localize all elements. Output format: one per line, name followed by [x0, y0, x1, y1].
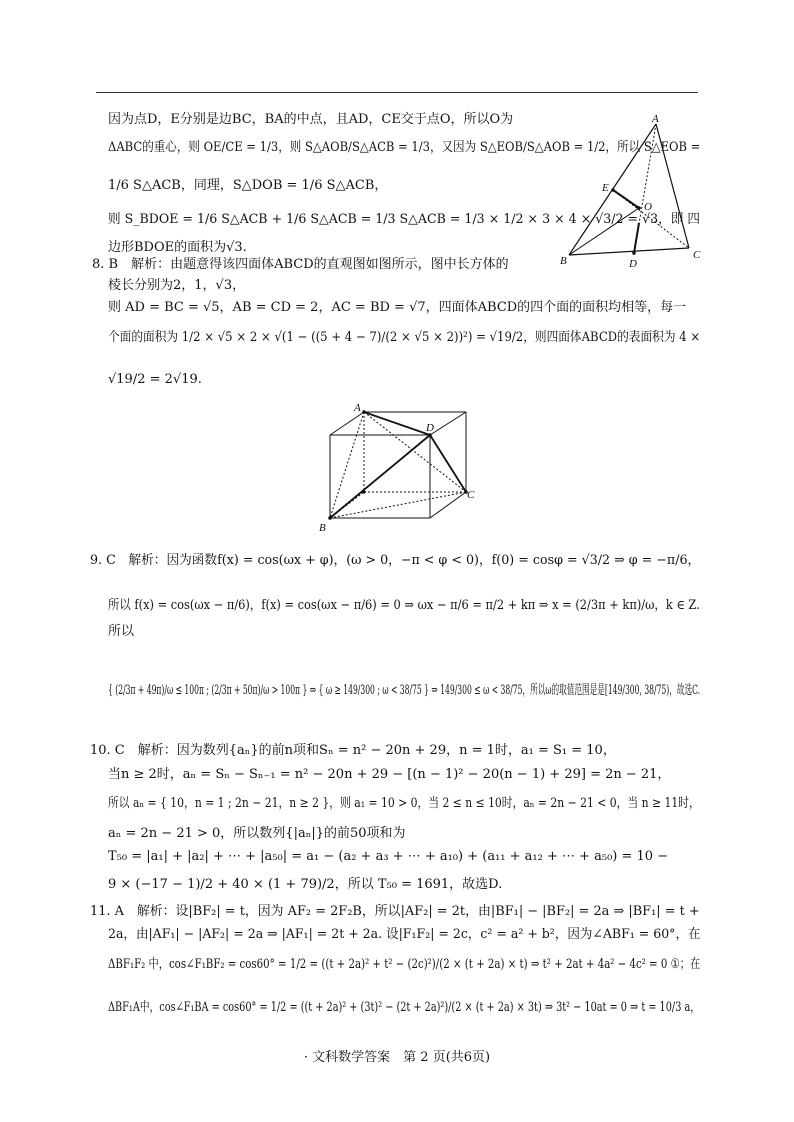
text-line: √19/2 = 2√19. — [108, 372, 202, 387]
fig1-label-d: D — [629, 258, 637, 270]
text-line: 棱长分别为2，1，√3， — [108, 278, 246, 293]
text-line: 所以 f(x) = cos(ωx − π/6)，f(x) = cos(ωx − π/6) = 0 ⇒ ωx − π/6 = π/2 + kπ ⇒ x = (2/3π + kπ)/ω，k ∈ Z. — [108, 598, 700, 613]
fig2-label-a: A — [354, 402, 361, 414]
header-rule — [96, 92, 698, 93]
text-line: 个面的面积为 1/2 × √5 × 2 × √(1 − ((5 + 4 − 7)/(2 × √5 × 2))²) = √19/2，则四面体ABCD的表面积为 4 × — [108, 330, 701, 345]
tetrahedron-figure — [316, 402, 486, 534]
text-line: 8. B 解析：由题意得该四面体ABCD的直观图如图所示，图中长方体的 — [92, 257, 509, 272]
text-line: 当n ≥ 2时，aₙ = Sₙ − Sₙ₋₁ = n² − 20n + 29 − [(n − 1)² − 20(n − 1) + 29] = 2n − 21， — [108, 767, 671, 782]
text-line: 1/6 S△ACB，同理，S△DOB = 1/6 S△ACB， — [108, 178, 388, 193]
fig1-label-o: O — [644, 201, 652, 213]
text-line: 11. A 解析：设|BF₂| = t，因为 AF₂ = 2F₂B，所以|AF₂| = 2t，由|BF₁| − |BF₂| = 2a ⇒ |BF₁| = t + — [90, 904, 700, 919]
text-line: 边形BDOE的面积为√3. — [108, 240, 247, 255]
fig2-label-b: B — [319, 522, 326, 534]
fig1-label-b: B — [560, 255, 567, 267]
text-line: 9. C 解析：因为函数f(x) = cos(ωx + φ)，(ω > 0，−π < φ < 0)，f(0) = cosφ = √3/2 ⇒ φ = −π/6， — [90, 553, 701, 568]
fig2-label-d: D — [426, 422, 434, 434]
text-line: { (2/3π + 49π)/ω ≤ 100π ; (2/3π + 50π)/ω > 100π } ⇒ { ω ≥ 149/300 ; ω < 38/75 } ⇒ 149/300 ≤ ω < 38/75，所以ω的取值范围是是[149/300, 38/75)，故选C. — [108, 683, 701, 698]
page-footer: · 文科数学答案 第 2 页(共6页) — [303, 1050, 491, 1065]
text-line: 因为点D，E分别是边BC，BA的中点，且AD，CE交于点O，所以O为 — [108, 112, 514, 127]
text-line: 9 × (−17 − 1)/2 + 40 × (1 + 79)/2，所以 T₅₀ = 1691，故选D. — [108, 877, 503, 892]
text-line: 10. C 解析：因为数列{aₙ}的前n项和Sₙ = n² − 20n + 29，n = 1时，a₁ = S₁ = 10， — [90, 743, 616, 758]
text-line: 则 AD = BC = √5，AB = CD = 2，AC = BD = √7，四面体ABCD的四个面的面积均相等，每一 — [108, 300, 687, 315]
fig1-label-c: C — [693, 249, 701, 261]
text-line: ΔBF₁A中，cos∠F₁BA = cos60° = 1/2 = ((t + 2a)² + (3t)² − (2t + 2a)²)/(2 × (t + 2a) × 3t) ⇒ 3t² − 10at = 0 ⇒ t = 10/3 a， — [108, 1000, 701, 1015]
text-line: 所以 — [108, 624, 135, 639]
fig2-label-c: C — [467, 489, 475, 501]
text-line: T₅₀ = |a₁| + |a₂| + ⋯ + |a₅₀| = a₁ − (a₂ + a₃ + ⋯ + a₁₀) + (a₁₁ + a₁₂ + ⋯ + a₅₀) = 10 − — [108, 849, 669, 864]
text-line: 所以 aₙ = { 10，n = 1 ; 2n − 21，n ≥ 2 }，则 a₁ = 10 > 0，当 2 ≤ n ≤ 10时，aₙ = 2n − 21 < 0，当 n ≥ 11时， — [108, 796, 700, 811]
text-line: aₙ = 2n − 21 > 0，所以数列{|aₙ|}的前50项和为 — [108, 826, 406, 841]
text-line: 则 S_BDOE = 1/6 S△ACB + 1/6 S△ACB = 1/3 S△ACB = 1/3 × 1/2 × 3 × 4 × √3/2 = √3，即 四 — [108, 212, 700, 227]
fig1-label-e: E — [602, 182, 609, 194]
text-line: ΔABC的重心，则 OE/CE = 1/3，则 S△AOB/S△ACB = 1/3，又因为 S△EOB/S△AOB = 1/2，所以 S△EOB = — [108, 140, 701, 155]
text-line: ΔBF₁F₂ 中，cos∠F₁BF₂ = cos60° = 1/2 = ((t + 2a)² + t² − (2c)²)/(2 × (t + 2a) × t) ⇒ t² + 2at + 4a² − 4c² = 0 ①；在 — [108, 957, 701, 972]
text-line: 2a，由|AF₁| − |AF₂| = 2a ⇒ |AF₁| = 2t + 2a. 设|F₁F₂| = 2c，c² = a² + b²，因为∠ABF₁ = 60°，在 — [108, 927, 701, 942]
fig1-label-a: A — [652, 113, 659, 125]
triangle-figure — [556, 112, 706, 270]
